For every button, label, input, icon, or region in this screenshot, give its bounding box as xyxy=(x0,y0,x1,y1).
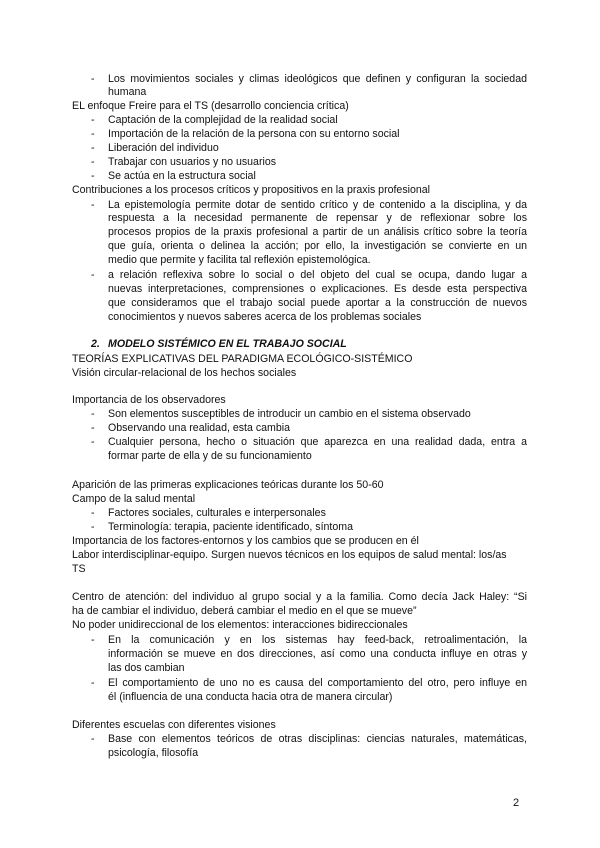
freire-item: Captación de la complejidad de la realidad social xyxy=(108,114,338,126)
contrib-text: a relación reflexiva sobre lo social o del objeto del cual se ocupa, dando lugar a xyxy=(108,269,527,281)
observers-heading: Importancia de los observadores xyxy=(72,394,226,406)
bullet-dash: - xyxy=(91,507,95,519)
bullet-text: Los movimientos sociales y climas ideológicos que definen y configuran la sociedad xyxy=(108,73,527,85)
freire-item: Liberación del individuo xyxy=(108,142,219,154)
bullet-dash: - xyxy=(91,142,95,154)
attention-line: No poder unidireccional de los elementos: interacciones bidireccionales xyxy=(72,619,408,631)
attention-line: ha de cambiar el individuo, deberá cambiar el medio en el que se mueve” xyxy=(72,605,417,617)
mental-line: Campo de la salud mental xyxy=(72,493,196,505)
attention-item: En la comunicación y en los sistemas hay feed-back, retroalimentación, la xyxy=(108,634,527,646)
bullet-dash: - xyxy=(91,521,95,533)
section-number: 2. xyxy=(91,338,100,350)
attention-item: El comportamiento de uno no es causa del comportamiento del otro, pero influye en xyxy=(108,677,527,689)
attention-item: las dos cambian xyxy=(108,662,185,674)
mental-item: Factores sociales, culturales e interpersonales xyxy=(108,507,326,519)
mental-line: Labor interdisciplinar-equipo. Surgen nuevos técnicos en los equipos de salud mental: los/as xyxy=(72,549,507,561)
section-title: MODELO SISTÉMICO EN EL TRABAJO SOCIAL xyxy=(108,338,347,350)
bullet-dash: - xyxy=(91,408,95,420)
bullet-dash: - xyxy=(91,199,95,211)
schools-item: psicología, filosofía xyxy=(108,747,199,759)
mental-line: TS xyxy=(72,563,86,575)
freire-item: Importación de la relación de la persona con su entorno social xyxy=(108,128,400,140)
contrib-text: La epistemología permite dotar de sentido crítico y de contenido a la disciplina, y da xyxy=(108,199,527,211)
contrib-text: que consideramos que el trabajo social puede aportar a la construcción de nuevos xyxy=(108,297,527,309)
attention-line: Centro de atención: del individuo al grupo social y a la familia. Como decía Jack Haley: “Si xyxy=(72,591,527,603)
mental-line: Importancia de los factores-entornos y los cambios que se producen en él xyxy=(72,535,419,547)
bullet-dash: - xyxy=(91,422,95,434)
observers-item: Observando una realidad, esta cambia xyxy=(108,422,290,434)
contrib-text: medio que permite y facilita tal reflexión epistemológica. xyxy=(108,254,371,266)
freire-item: Se actúa en la estructura social xyxy=(108,170,256,182)
bullet-dash: - xyxy=(91,269,95,281)
bullet-dash: - xyxy=(91,436,95,448)
bullet-dash: - xyxy=(91,128,95,140)
page-number: 2 xyxy=(513,797,520,809)
freire-heading: EL enfoque Freire para el TS (desarrollo conciencia crítica) xyxy=(72,100,349,112)
contrib-text: respuesta a la necesidad permanente de repensar y de reflexionar sobre los xyxy=(108,212,527,224)
contrib-text: procesos propios de la praxis profesional a partir de un análisis crítico sobre la teoría xyxy=(108,226,527,238)
bullet-text: humana xyxy=(108,86,147,98)
bullet-dash: - xyxy=(91,677,95,689)
bullet-dash: - xyxy=(91,733,95,745)
contrib-text: que guía, orienta o delinea la acción; por ello, la investigación se convierte en un xyxy=(108,240,527,252)
vision-line: Visión circular-relacional de los hechos sociales xyxy=(72,367,297,379)
schools-heading: Diferentes escuelas con diferentes visiones xyxy=(72,719,276,731)
bullet-dash: - xyxy=(91,114,95,126)
observers-item: Son elementos susceptibles de introducir un cambio en el sistema observado xyxy=(108,408,471,420)
observers-item: formar parte de ella y de su funcionamiento xyxy=(108,450,312,462)
bullet-dash: - xyxy=(91,634,95,646)
attention-item: información se mueve en dos direcciones, así como una conducta influye en otras y xyxy=(108,648,527,660)
attention-item: él (influencia de una conducta hacia otra de manera circular) xyxy=(108,691,393,703)
contrib-text: conocimientos y nuevos saberes acerca de los problemas sociales xyxy=(108,311,422,323)
mental-line: Aparición de las primeras explicaciones teóricas durante los 50-60 xyxy=(72,479,384,491)
bullet-dash: - xyxy=(91,73,95,85)
freire-item: Trabajar con usuarios y no usuarios xyxy=(108,156,277,168)
bullet-dash: - xyxy=(91,156,95,168)
contrib-text: nuevas interpretaciones, comprensiones o explicaciones. Es desde esta perspectiva xyxy=(108,283,527,295)
bullet-dash: - xyxy=(91,170,95,182)
section-subtitle: TEORÍAS EXPLICATIVAS DEL PARADIGMA ECOLÓGICO-SISTÉMICO xyxy=(72,353,413,365)
observers-item: Cualquier persona, hecho o situación que aparezca en una realidad dada, entra a xyxy=(108,436,527,448)
contrib-heading: Contribuciones a los procesos críticos y propositivos en la praxis profesional xyxy=(72,184,431,196)
schools-item: Base con elementos teóricos de otras disciplinas: ciencias naturales, matemáticas, xyxy=(108,733,527,745)
mental-item: Terminología: terapia, paciente identificado, síntoma xyxy=(108,521,353,533)
